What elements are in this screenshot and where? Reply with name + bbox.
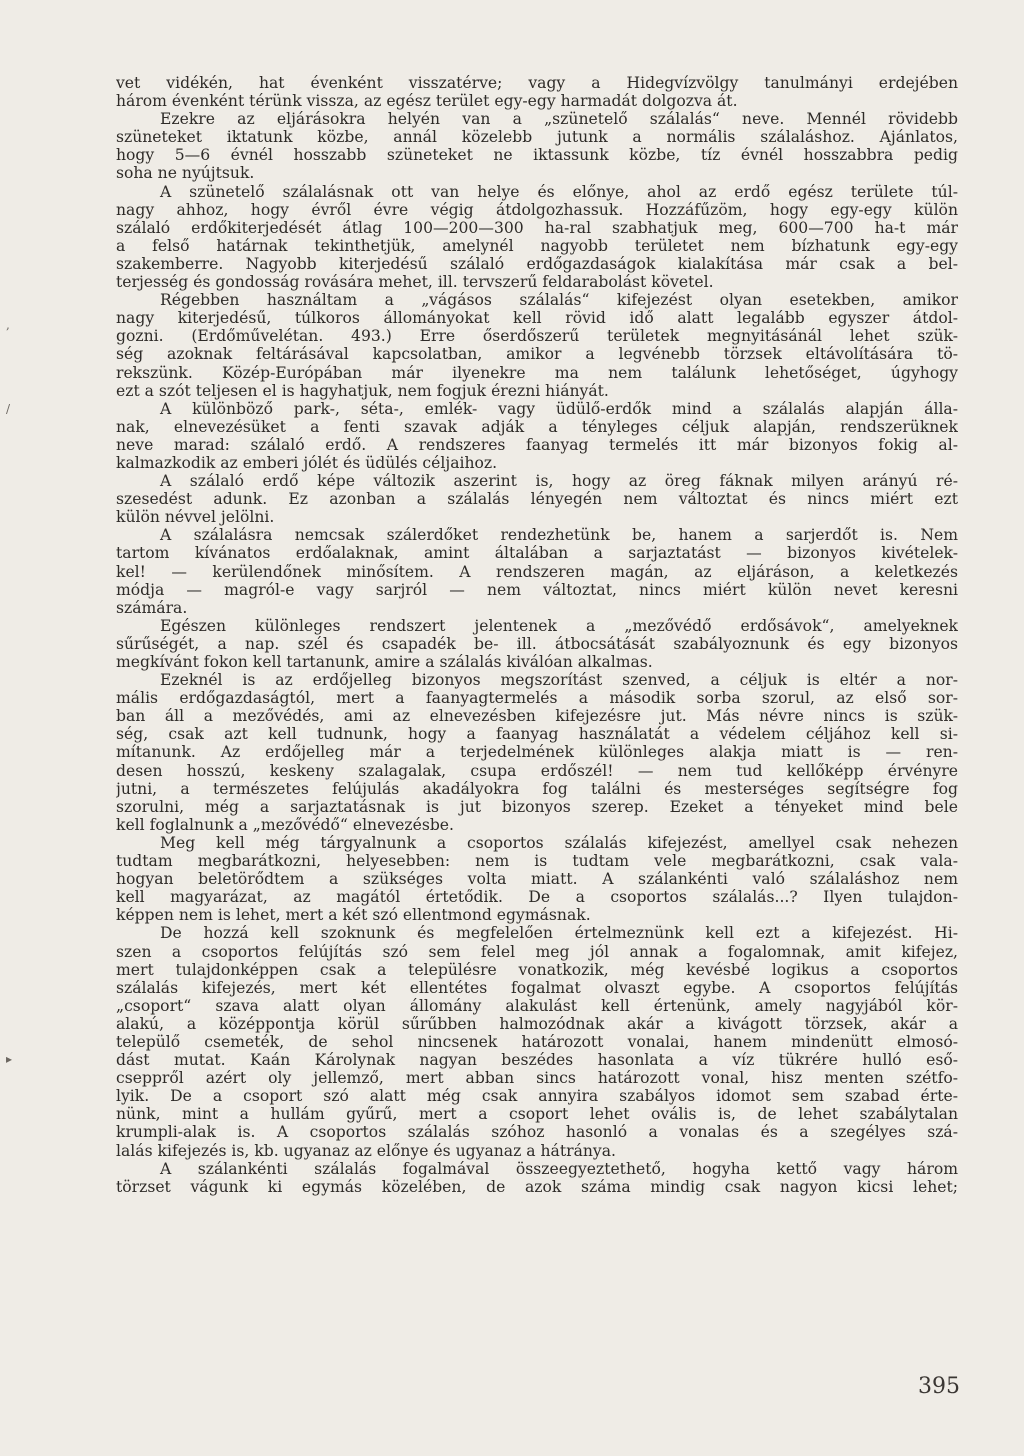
text-line: mert tulajdonképpen csak a településre vonatkozik, még kevésbé logikus a csoportos [116, 960, 958, 979]
text-line: kel! — kerülendőnek minősítem. A rendszeren magán, az eljáráson, a keletkezés [116, 562, 958, 581]
text-line: soha ne nyújtsuk. [116, 164, 255, 183]
margin-mark: ▸ [6, 1052, 13, 1066]
text-line: szálalás kifejezés, mert két ellentétes fogalmat olvaszt egybe. A csoportos felújítás [116, 978, 958, 997]
text-line: települő csemeték, de sehol nincsenek határozott vonalai, hanem mindenütt elmosó- [116, 1032, 958, 1051]
text-line: számára. [116, 598, 188, 617]
text-line: Meg kell még tárgyalnunk a csoportos szálalás kifejezést, amellyel csak nehezen [160, 833, 958, 852]
text-line: megkívánt fokon kell tartanunk, amire a szálalás kiválóan alkalmas. [116, 653, 653, 671]
text-line: „csoport“ szava alatt olyan állomány alakulást kell értenünk, amely nagyjából kör- [116, 996, 958, 1015]
text-line: jutni, a természetes felújulás akadályokra fog találni és mesterséges segítségre fog [116, 779, 958, 798]
text-line: szüneteket iktatunk közbe, annál közelebb jutunk a normális szálaláshoz. Ajánlatos, [116, 128, 958, 147]
text-line: törzset vágunk ki egymás közelében, de azok száma mindig csak nagyon kicsi lehet; [116, 1177, 958, 1196]
text-line: lalás kifejezés is, kb. ugyanaz az előnye és ugyanaz a hátránya. [116, 1141, 616, 1160]
text-line: Ezekre az eljárásokra helyén van a „szünetelő szálalás“ neve. Mennél rövidebb [160, 110, 958, 129]
text-line: kell foglalnunk a „mezővédő“ elnevezésbe. [116, 815, 454, 834]
text-line: szorulni, még a sarjaztatásnak is jut bizonyos szerep. Ezeket a tényeket mind bele [116, 797, 958, 816]
text-line: tartom kívánatos erdőalaknak, amint általában a sarjaztatást — bizonyos kivételek- [116, 544, 958, 563]
text-line: kalmazkodik az emberi jólét és üdülés céljaihoz. [116, 453, 498, 472]
text-line: ség, csak azt kell tudnunk, hogy a faanyag használatát a védelem céljához kell si- [116, 725, 958, 744]
text-line: mítanunk. Az erdőjelleg már a terjedelmének különleges alakja miatt is — ren- [116, 743, 958, 762]
text-line: három évenként térünk vissza, az egész terület egy-egy harmadát dolgozva át. [116, 92, 738, 111]
text-line: külön névvel jelölni. [116, 508, 275, 527]
text-line: Régebben használtam a „vágásos szálalás“ kifejezést olyan esetekben, amikor [160, 291, 958, 310]
text-line: nagy kiterjedésű, túlkoros állományokat kell rövid idő alatt legalább egyszer átdol- [116, 309, 958, 328]
text-line: rekszünk. Közép-Európában már ilyenekre ma nem találunk lehetőséget, úgyhogy [116, 363, 958, 382]
text-line: terjesség és gondosság rovására mehet, ill. tervszerű feldarabolást követel. [116, 273, 714, 292]
text-line: nünk, mint a hullám gyűrű, mert a csoport lehet ovális is, de lehet szabálytalan [116, 1105, 958, 1124]
text-line: A különböző park-, séta-, emlék- vagy üdülő-erdők mind a szálalás alapján álla- [160, 399, 958, 418]
margin-mark: , [6, 318, 10, 332]
text-line: szen a csoportos felújítás szó sem felel meg jól annak a fogalomnak, amit kifejez, [116, 942, 958, 961]
text-line: ség azoknak feltárásával kapcsolatban, amikor a legvénebb törzsek eltávolítására tö- [116, 345, 958, 364]
text-line: ban áll a mezővédés, ami az elnevezésben kifejezésre jut. Más névre nincs is szük- [116, 707, 958, 726]
text-line: Egészen különleges rendszert jelentenek a „mezővédő erdősávok“, amelyeknek [160, 616, 958, 635]
text-line: szakemberre. Nagyobb kiterjedésű szálaló erdőgazdaságok kialakítása már csak a bel- [116, 254, 958, 273]
text-line: alakú, a középpontja körül sűrűbben halmozódnak akár a kivágott törzsek, akár a [116, 1014, 958, 1033]
text-line: tudtam megbarátkozni, helyesebben: nem is tudtam vele megbarátkozni, csak vala- [116, 852, 958, 871]
text-line: lyik. De a csoport szó alatt még csak annyira szabályos idomot sem szabad érte- [116, 1087, 958, 1106]
text-line: hogyan beletörődtem a szükséges volta miatt. A szálankénti való szálaláshoz nem [116, 870, 958, 889]
text-line: A szálaló erdő képe változik aszerint is, hogy az öreg fáknak milyen arányú ré- [160, 472, 958, 491]
text-line: nagy ahhoz, hogy évről évre végig átdolgozhassuk. Hozzáfűzöm, hogy egy-egy külön [116, 200, 958, 219]
text-line: A szünetelő szálalásnak ott van helye és előnye, ahol az erdő egész területe túl- [160, 182, 958, 201]
text-line: nak, elnevezésüket a fenti szavak adják a tényleges céljuk alapján, rendszerüknek [116, 417, 958, 436]
text-line: vet vidékén, hat évenként visszatérve; vagy a Hidegvízvölgy tanulmányi erdejében [116, 74, 958, 92]
text-line: dást mutat. Kaán Károlynak nagyan beszédes hasonlata a víz tükrére hulló eső- [116, 1051, 958, 1070]
text-line: Ezeknél is az erdőjelleg bizonyos megszorítást szenved, a céljuk is eltér a nor- [160, 671, 958, 690]
text-line: A szálankénti szálalás fogalmával összeegyeztethető, hogyha kettő vagy három [160, 1159, 958, 1178]
page-number: 395 [918, 1374, 960, 1399]
text-line: ezt a szót teljesen el is hagyhatjuk, nem fogjuk érezni hiányát. [116, 381, 609, 400]
margin-mark: / [6, 402, 11, 416]
text-line: sűrűségét, a nap. szél és csapadék be- ill. átbocsátását szabályoznunk és egy bizonyos [116, 634, 958, 653]
body-text [116, 74, 958, 1196]
text-line: kell magyarázat, az magától értetődik. De a csoportos szálalás...? Ilyen tulajdon- [116, 888, 958, 907]
text-line: szálaló erdőkiterjedését átlag 100—200—300 ha-ral szabhatjuk meg, 600—700 ha-t már [116, 218, 958, 237]
text-line: desen hosszú, keskeny szalagalak, csupa erdőszél! — nem tud kellőképp érvényre [116, 761, 958, 780]
text-line: mális erdőgazdaságtól, mert a faanyagtermelés a második sorba szorul, az első sor- [116, 689, 958, 708]
text-line: szesedést adunk. Ez azonban a szálalás lényegén nem változtat és nincs miért ezt [116, 490, 958, 509]
text-line: hogy 5—6 évnél hosszabb szüneteket ne iktassunk közbe, tíz évnél hosszabbra pedig [116, 146, 958, 165]
text-line: gozni. (Erdőművelétan. 493.) Erre őserdőszerű területek megnyitásánál lehet szük- [116, 327, 958, 346]
text-line: cseppről azért oly jellemző, mert abban sincs határozott vonal, hisz menten szétfo- [116, 1069, 958, 1088]
text-line: A szálalásra nemcsak szálerdőket rendezhetünk be, hanem a sarjerdőt is. Nem [160, 526, 958, 545]
text-line: De hozzá kell szoknunk és megfelelően értelmeznünk kell ezt a kifejezést. Hi- [160, 924, 958, 943]
text-line: képpen nem is lehet, mert a két szó ellentmond egymásnak. [116, 906, 591, 925]
text-line: a felső határnak tekinthetjük, amelynél nagyobb területet nem bízhatunk egy-egy [116, 236, 958, 255]
text-line: módja — magról-e vagy sarjról — nem változtat, nincs miért külön nevet keresni [116, 580, 958, 599]
text-line: krumpli-alak is. A csoportos szálalás szóhoz hasonló a vonalas és a szegélyes szá- [116, 1123, 958, 1142]
text-line: neve marad: szálaló erdő. A rendszeres faanyag termelés itt már bizonyos fokig al- [116, 435, 958, 454]
